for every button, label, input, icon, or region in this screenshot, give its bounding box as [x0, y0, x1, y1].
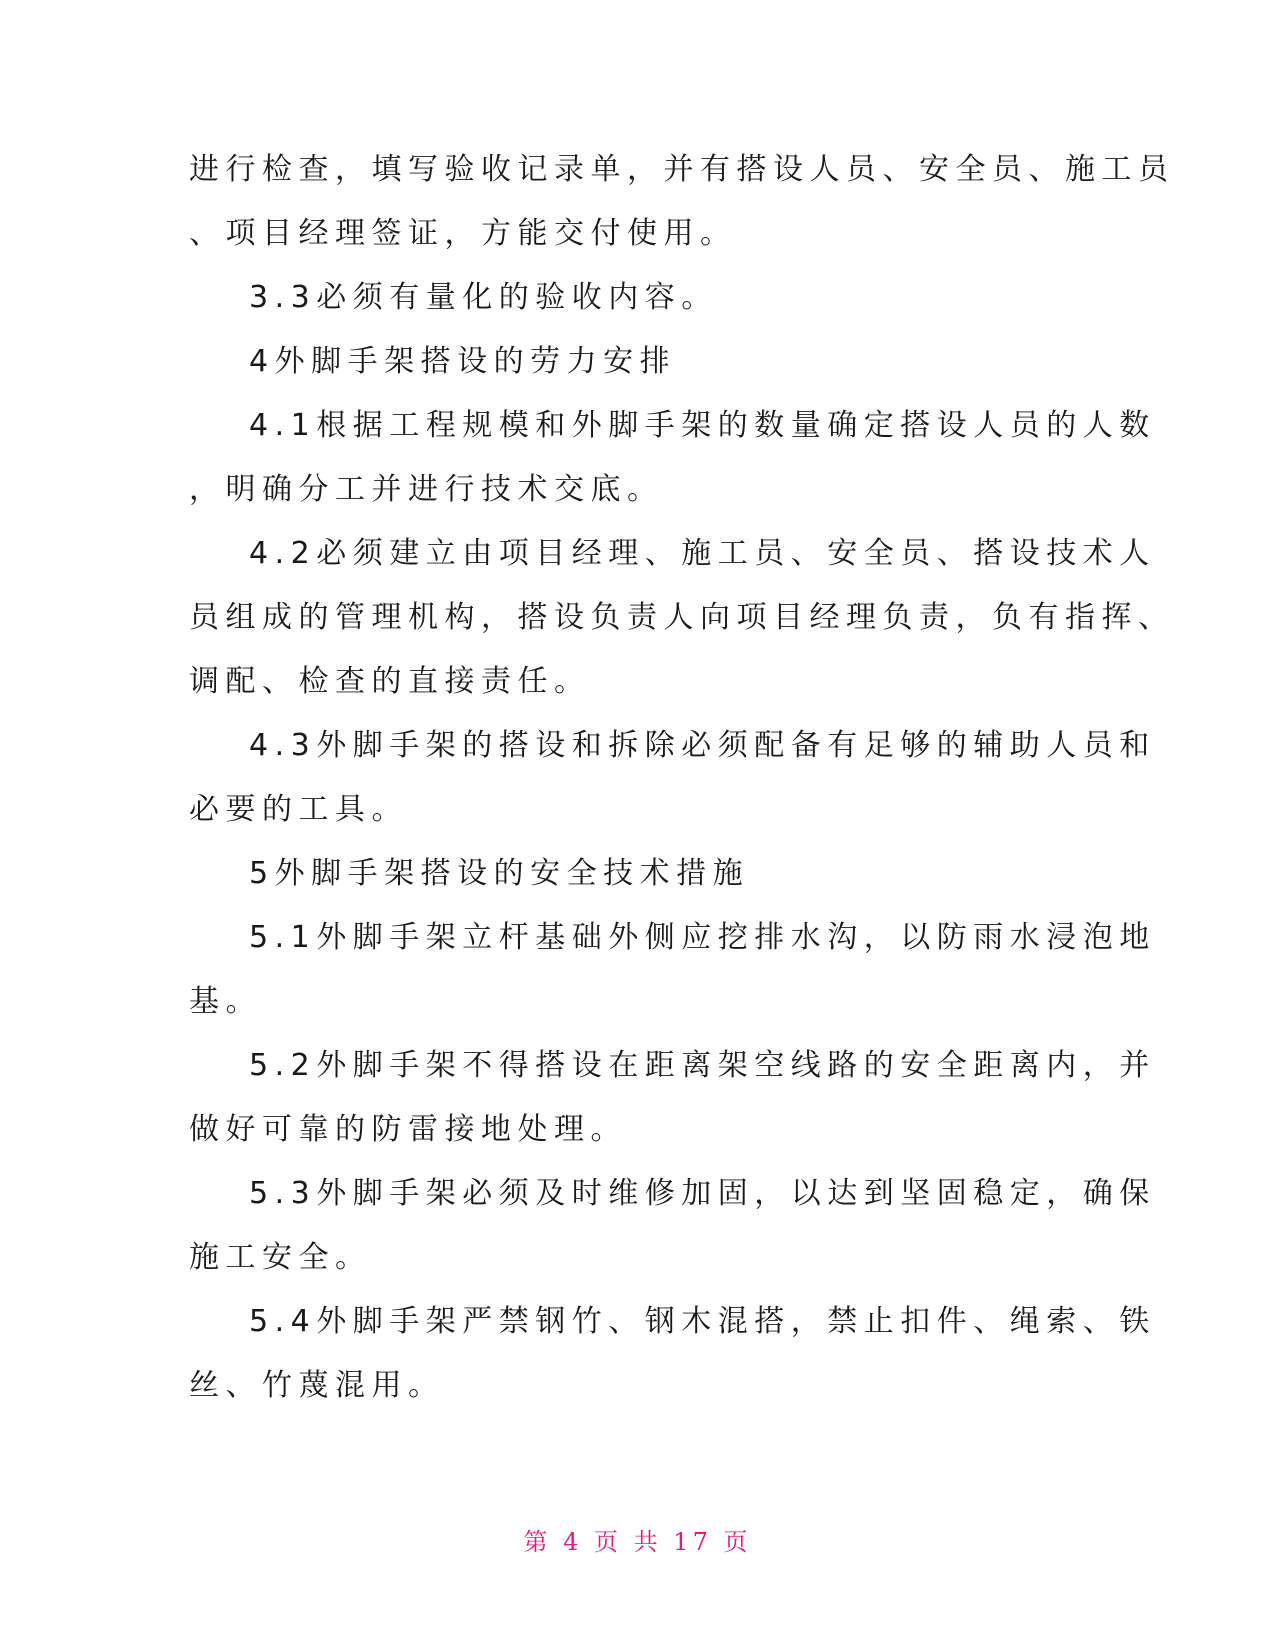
text-line: 施工安全。 — [189, 1240, 372, 1275]
text-line: 4.3外脚手架的搭设和拆除必须配备有足够的辅助人员和 — [249, 728, 1156, 763]
text-line: 5.3外脚手架必须及时维修加固，以达到坚固稳定，确保 — [249, 1176, 1156, 1211]
text-line: 4.1根据工程规模和外脚手架的数量确定搭设人员的人数 — [249, 408, 1156, 443]
text-line: 员组成的管理机构，搭设负责人向项目经理负责，负有指挥、 — [189, 600, 1175, 635]
text-line: 做好可靠的防雷接地处理。 — [189, 1112, 627, 1147]
text-line: ，明确分工并进行技术交底。 — [189, 472, 664, 507]
text-line: 5.4外脚手架严禁钢竹、钢木混搭，禁止扣件、绳索、铁 — [249, 1304, 1156, 1339]
section-heading: 4外脚手架搭设的劳力安排 — [249, 344, 677, 379]
page-number-footer: 第 4 页 共 17 页 — [523, 1528, 752, 1556]
text-line: 5.2外脚手架不得搭设在距离架空线路的安全距离内，并 — [249, 1048, 1156, 1083]
text-line: 、项目经理签证，方能交付使用。 — [189, 216, 737, 251]
text-line: 基。 — [189, 984, 262, 1019]
text-line: 5.1外脚手架立杆基础外侧应挖排水沟，以防雨水浸泡地 — [249, 920, 1156, 955]
text-line: 3.3必须有量化的验收内容。 — [249, 280, 718, 315]
text-line: 4.2必须建立由项目经理、施工员、安全员、搭设技术人 — [249, 536, 1156, 571]
body-text — [189, 138, 1175, 1418]
text-line: 丝、竹蔑混用。 — [189, 1368, 445, 1403]
text-line: 必要的工具。 — [189, 792, 408, 827]
section-heading: 5外脚手架搭设的安全技术措施 — [249, 856, 750, 891]
text-line: 调配、检查的直接责任。 — [189, 664, 591, 699]
text-line: 进行检查，填写验收记录单，并有搭设人员、安全员、施工员 — [189, 152, 1175, 187]
